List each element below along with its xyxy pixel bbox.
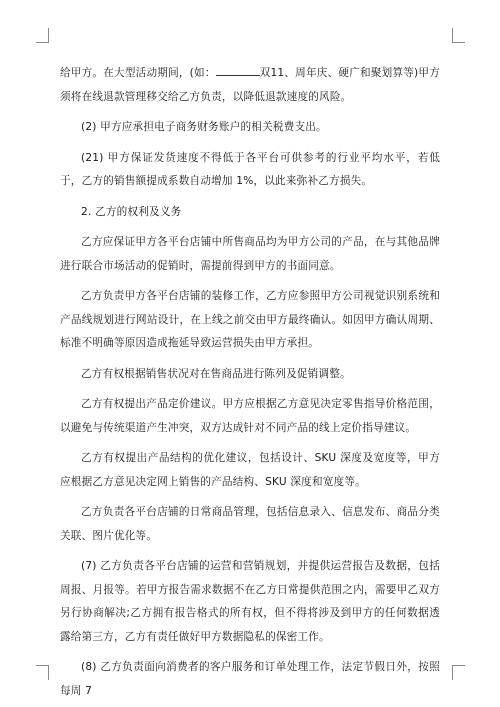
paragraph-7: (7) 乙方负责各平台店铺的运营和营销规划，并提供运营报告及数据，包括周报、月报等。若甲方报告需求数据不在乙方日常提供范围之内，需要甲乙双方另行协商解决;乙方拥有报告格式的所有权，但不得将涉及到甲方的任何数据透露给第三方，乙方有责任做好甲方数据隐私的保密工作。 [60, 560, 440, 643]
paragraph-pricing: 乙方有权提出产品定价建议。甲方应根据乙方意见决定零售指导价格范围，以避免与传统渠道产生冲突，双方达成针对不同产品的线上定价指导建议。 [60, 398, 440, 434]
paragraph-21: (21) 甲方保证发货速度不得低于各平台可供参考的行业平均水平，若低于，乙方的销售额提成系数自动增加 1%，以此来弥补乙方损失。 [60, 151, 440, 187]
paragraph-decoration: 乙方负责甲方各平台店铺的装修工作，乙方应参照甲方公司视觉识别系统和产品线规划进行网站设计，在上线之前交由甲方最终确认。如因甲方确认周期、标准不明确等原因造成拖延导致运营损失由甲方承担。 [60, 290, 440, 349]
paragraph-display: 乙方有权根据销售状况对在售商品进行陈列及促销调整。 [81, 367, 351, 380]
document-body [60, 62, 440, 703]
fill-in-blank [216, 65, 260, 76]
paragraph-text-part-b: 双11、周年庆、硬广和聚划算等)甲方须将在线退款管理移交给乙方负责，以降低退款速度的风险。 [60, 67, 440, 103]
section-heading: 2. 乙方的权利及义务 [81, 205, 182, 218]
paragraph-structure: 乙方有权提出产品结构的优化建议，包括设计、SKU 深度及宽度等，甲方应根据乙方意见决定网上销售的产品结构、SKU 深度和宽度等。 [60, 452, 440, 488]
paragraph-8: (8) 乙方负责面向消费者的客户服务和订单处理工作，法定节假日外，按照每周 7 [60, 661, 440, 697]
paragraph-products: 乙方应保证甲方各平台店铺中所售商品均为甲方公司的产品，在与其他品牌进行联合市场活动的促销时，需提前得到甲方的书面同意。 [60, 236, 440, 272]
paragraph-management: 乙方负责各平台店铺的日常商品管理，包括信息录入、信息发布、商品分类关联、图片优化等。 [60, 506, 440, 542]
paragraph-text-part-a: 给甲方。在大型活动期间，(如： [60, 67, 216, 79]
paragraph-continuation [60, 62, 440, 109]
paragraph-2: (2) 甲方应承担电子商务财务账户的相关税费支出。 [81, 121, 327, 133]
